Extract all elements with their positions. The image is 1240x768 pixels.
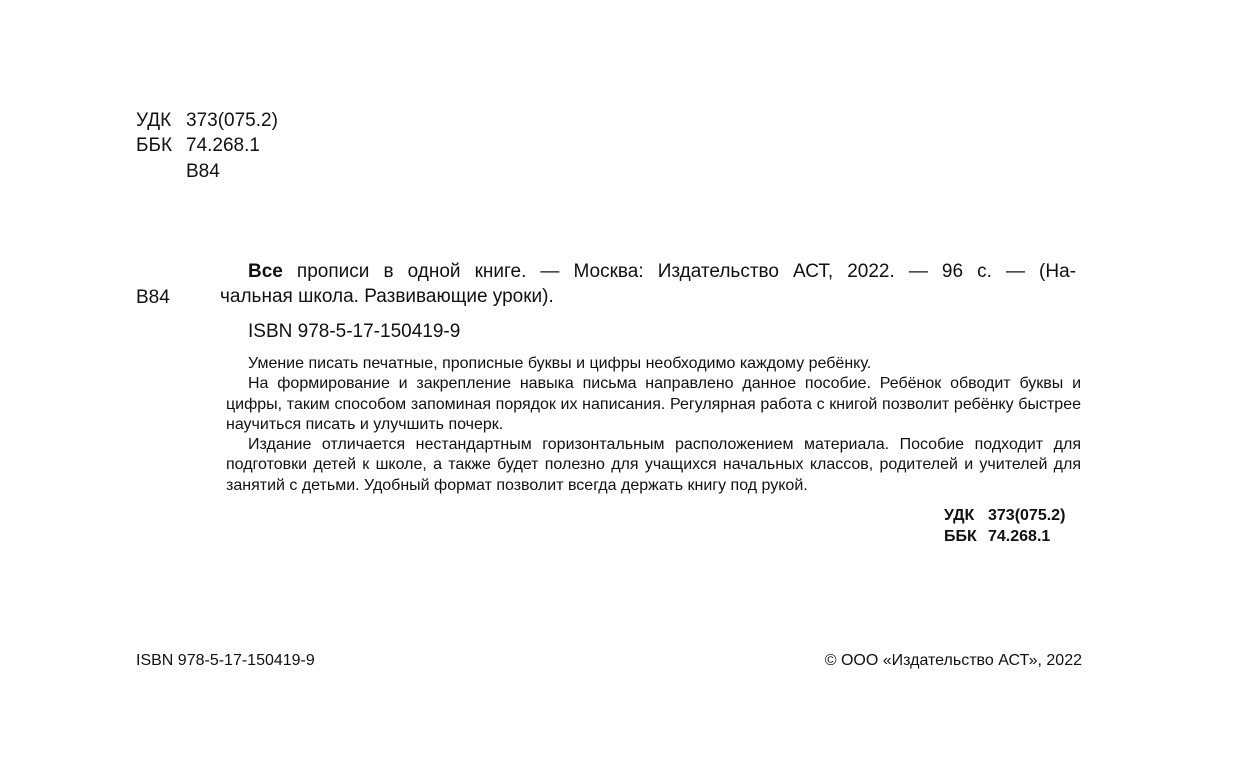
isbn-main: ISBN 978-5-17-150419-9 — [248, 321, 461, 342]
author-code-side: В84 — [136, 287, 170, 308]
bbk-bottom-value: 74.268.1 — [988, 528, 1051, 545]
abstract-paragraph-2: На формирование и закрепление навыка письма направлено данное пособие. Ребёнок обводит буквы и цифры, таким способом запоминая порядок их написания. Регулярная работа с книгой позволит ребёнку быстрее научиться писать и улучшить почерк. — [226, 375, 1081, 433]
abstract-paragraph-3: Издание отличается нестандартным горизонтальным расположением материала. Пособие подходит для подготовки детей к школе, а также будет полезно для учащихся начальных классов, родителей и учителей для занятий с детьми. Удобный формат позволит всегда держать книгу под рукой. — [226, 436, 1081, 494]
udk-top-label: УДК — [136, 110, 172, 131]
bbk-top-label: ББК — [136, 135, 173, 156]
abstract-paragraph-1: Умение писать печатные, прописные буквы и цифры необходимо каждому ребёнку. — [248, 355, 872, 372]
udk-top — [136, 108, 278, 133]
bbk-top-value: 74.268.1 — [186, 135, 260, 156]
udk-bottom-value: 373(075.2) — [988, 507, 1066, 524]
bbk-bottom-label: ББК — [944, 528, 977, 545]
bbk-bottom — [944, 526, 1065, 547]
isbn-footer: ISBN 978-5-17-150419-9 — [136, 652, 315, 669]
book-title-bold: Все — [248, 261, 283, 282]
bibliographic-line-1 — [220, 259, 1076, 284]
udk-bottom-label: УДК — [944, 507, 975, 524]
bibliographic-description — [220, 259, 1076, 309]
bbk-top — [136, 133, 260, 158]
abstract — [226, 354, 1081, 496]
udk-bottom — [944, 505, 1065, 526]
author-code-top: В84 — [186, 161, 220, 182]
classification-bottom — [944, 505, 1065, 547]
copyright-notice: © ООО «Издательство АСТ», 2022 — [824, 652, 1082, 669]
bibliographic-line-1-rest: прописи в одной книге. — Москва: Издательство АСТ, 2022. — 96 с. — (На- — [282, 261, 1076, 282]
bibliographic-line-2: чальная школа. Развивающие уроки). — [220, 286, 554, 307]
udk-top-value: 373(075.2) — [186, 110, 278, 131]
